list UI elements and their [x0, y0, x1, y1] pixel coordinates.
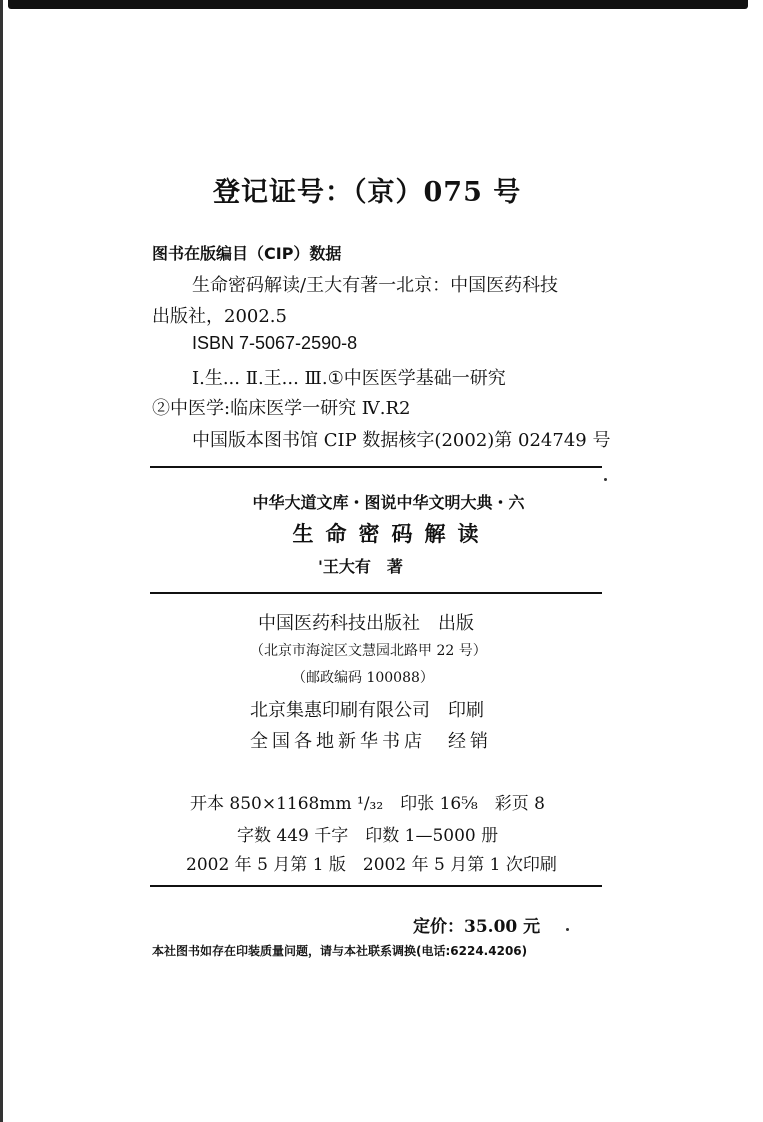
postal-code: （邮政编码 100088） — [292, 670, 434, 686]
cip-line: 生命密码解读/王大有著一北京：中国医药科技 — [192, 275, 559, 296]
registration-number: 登记证号：（京）075 号 — [213, 177, 522, 208]
cip-line: Ⅰ.生... Ⅱ.王... Ⅲ.①中医医学基础一研究 — [192, 368, 506, 389]
format-specs: 开本 850×1168mm ¹/₃₂ 印张 16⅝ 彩页 8 — [190, 794, 545, 814]
divider-rule — [150, 466, 602, 468]
scan-speck — [566, 928, 569, 931]
scan-left-edge — [0, 0, 3, 1122]
cip-isbn: ISBN 7-5067-2590-8 — [192, 333, 358, 353]
book-title: 生命密码解读 — [292, 522, 491, 546]
series-title: 中华大道文库・图说中华文明大典・六 — [252, 493, 525, 512]
scan-top-edge — [8, 0, 748, 9]
distributor-line: 全国各地新华书店 经销 — [250, 731, 492, 752]
print-counts: 字数 449 千字 印数 1—5000 册 — [237, 826, 499, 846]
publisher-line: 中国医药科技出版社 出版 — [258, 613, 474, 634]
divider-rule — [150, 885, 602, 887]
price: 定价：35.00 元 — [413, 917, 541, 937]
edition-info: 2002 年 5 月第 1 版 2002 年 5 月第 1 次印刷 — [186, 855, 557, 875]
author-line: '王大有 著 — [318, 557, 403, 576]
divider-rule — [150, 592, 602, 594]
cip-line: 出版社，2002.5 — [152, 306, 287, 327]
quality-notice: 本社图书如存在印装质量问题，请与本社联系调换(电话:6224.4206) — [152, 944, 528, 958]
scan-speck — [604, 478, 607, 481]
cip-line: 中国版本图书馆 CIP 数据核字(2002)第 024749 号 — [192, 430, 611, 451]
cip-line: ②中医学:临床医学一研究 Ⅳ.R2 — [152, 398, 411, 419]
cip-heading: 图书在版编目（CIP）数据 — [152, 244, 342, 263]
printer-line: 北京集惠印刷有限公司 印刷 — [250, 700, 484, 721]
publisher-address: （北京市海淀区文慧园北路甲 22 号） — [250, 643, 487, 659]
